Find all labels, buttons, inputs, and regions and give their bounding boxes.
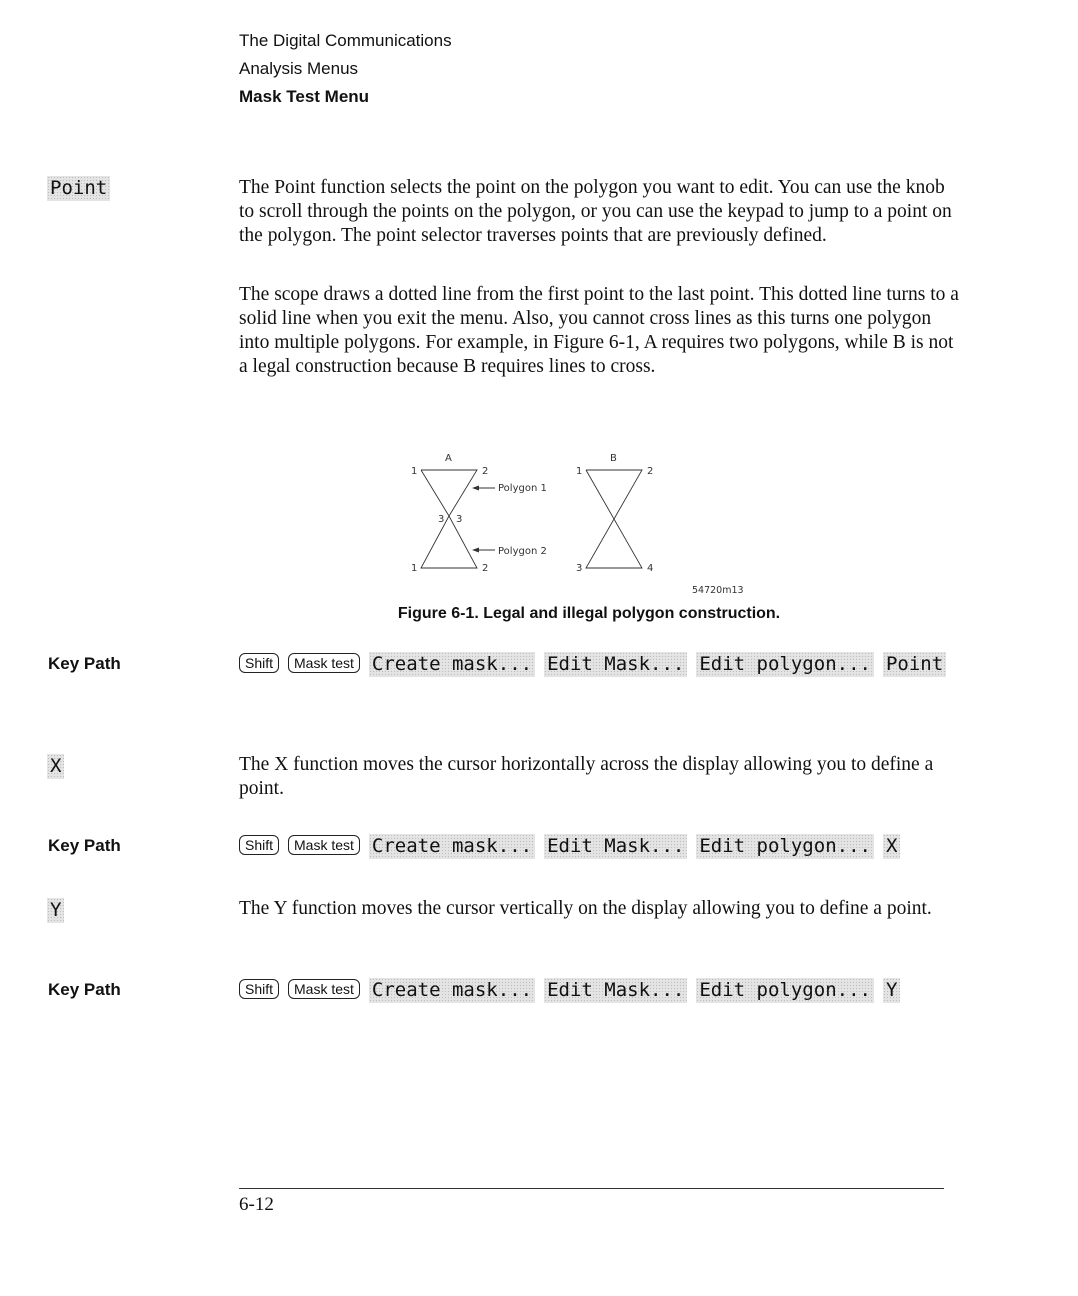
key-path-x — [239, 832, 959, 864]
create-mask-softkey: Create mask... — [369, 834, 535, 859]
key-path-label-y: Key Path — [48, 980, 121, 999]
polygon-2-label: Polygon 2 — [498, 546, 547, 557]
create-mask-softkey: Create mask... — [369, 978, 535, 1003]
key-path-y — [239, 976, 959, 1008]
shift-key: Shift — [239, 835, 279, 855]
key-path-point — [239, 650, 959, 682]
polygon-figure — [240, 440, 940, 605]
point-softkey: Point — [883, 652, 946, 677]
b-point-top-left: 1 — [576, 466, 583, 477]
edit-polygon-softkey: Edit polygon... — [696, 978, 874, 1003]
figure-caption: Figure 6-1. Legal and illegal polygon construction. — [397, 605, 781, 622]
point-softkey-term: Point — [47, 176, 110, 201]
illegal-crossing-shape — [586, 470, 642, 568]
create-mask-softkey: Create mask... — [369, 652, 535, 677]
b-point-bottom-right: 4 — [647, 563, 654, 574]
polygon-1-shape — [421, 470, 477, 516]
edit-mask-softkey: Edit Mask... — [544, 652, 687, 677]
polygon-1-arrowhead — [472, 486, 479, 491]
a-point-bottom-right: 2 — [482, 563, 489, 574]
point-description-continued: The scope draws a dotted line from the first point to the last point. This dotted line turns to a solid line when you exit the menu. Also, you cannot cross lines as this turns one polygon into multiple polygons. For example, in Figure 6-1, A requires two polygons, while B is not a legal construction because B requires lines to cross. — [239, 284, 959, 377]
y-description: The Y function moves the cursor vertically on the display allowing you to define a point. — [239, 898, 932, 919]
mask-test-key: Mask test — [288, 653, 360, 673]
running-header-section: Mask Test Menu — [239, 87, 370, 106]
key-path-label-point: Key Path — [48, 654, 121, 673]
shift-key: Shift — [239, 979, 279, 999]
mask-test-key: Mask test — [288, 979, 360, 999]
running-header-title: The Digital Communications — [239, 31, 452, 50]
x-softkey: X — [883, 834, 900, 859]
a-point-bottom-left: 1 — [411, 563, 418, 574]
running-header-subtitle: Analysis Menus — [239, 59, 359, 78]
page-number: 6-12 — [239, 1194, 274, 1215]
edit-polygon-softkey: Edit polygon... — [696, 834, 874, 859]
key-path-label-x: Key Path — [48, 836, 121, 855]
point-description: The Point function selects the point on the polygon you want to edit. You can use the knob to scroll through the points on the polygon, or you can use the keypad to jump to a point on the polygon. The point selector traverses points that are previously defined. — [239, 177, 952, 246]
edit-mask-softkey: Edit Mask... — [544, 834, 687, 859]
shift-key: Shift — [239, 653, 279, 673]
label-b: B — [610, 453, 617, 464]
y-softkey-term: Y — [47, 898, 64, 923]
b-point-bottom-left: 3 — [576, 563, 583, 574]
a-point-top-left: 1 — [411, 466, 418, 477]
a-point-mid-left: 3 — [438, 514, 445, 525]
a-point-top-right: 2 — [482, 466, 489, 477]
x-description: The X function moves the cursor horizontally across the display allowing you to define a point. — [239, 754, 934, 799]
edit-mask-softkey: Edit Mask... — [544, 978, 687, 1003]
polygon-2-arrowhead — [472, 548, 479, 553]
b-point-top-right: 2 — [647, 466, 654, 477]
label-a: A — [445, 453, 452, 464]
edit-polygon-softkey: Edit polygon... — [696, 652, 874, 677]
figure-reference-number: 54720m13 — [692, 585, 744, 596]
polygon-2-shape — [421, 516, 477, 568]
mask-test-key: Mask test — [288, 835, 360, 855]
x-softkey-term: X — [47, 754, 64, 779]
footer-rule — [239, 1188, 944, 1189]
y-softkey: Y — [883, 978, 900, 1003]
polygon-diagram — [240, 440, 940, 605]
a-point-mid-right: 3 — [456, 514, 463, 525]
polygon-1-label: Polygon 1 — [498, 483, 547, 494]
